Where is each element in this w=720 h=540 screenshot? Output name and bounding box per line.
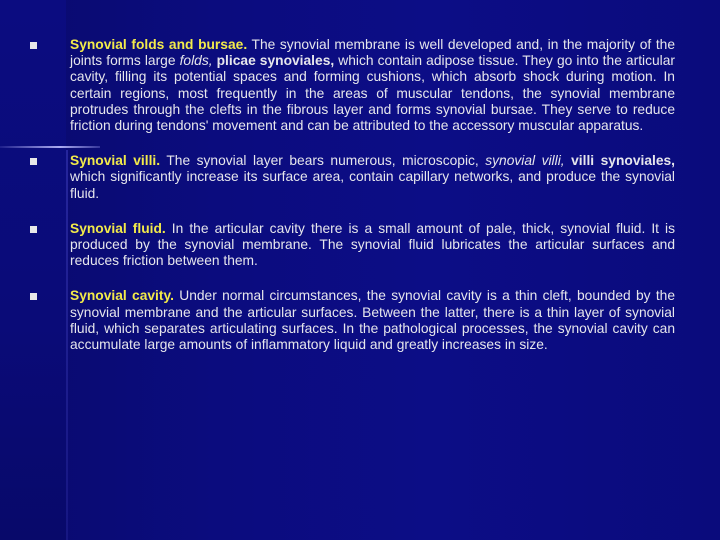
paragraph-text: The synovial membrane is well developed and, in the majority of the joints forms large [70,37,675,69]
square-bullet-icon [30,293,37,300]
italic-term: synovial villi, [485,153,565,169]
paragraph-synovial-cavity [70,288,675,353]
term-heading: Synovial folds and bursae. [70,37,248,52]
list-item-synovial-cavity [30,288,675,353]
paragraph-text: The synovial layer bears numerous, microscopic, [160,153,486,169]
paragraph-synovial-folds [70,37,675,134]
paragraph-text: Under normal circumstances, the synovial cavity is a thin cleft, bounded by the synovial membrane and the articular surfaces. Between the latter, there is a thin layer of synovial fluid, which separates articulating surfaces. In the pathological processes, the synovial cavity can accumulate large amounts of inflammatory liquid and greatly increases in size. [70,288,675,353]
paragraph-text: which significantly increase its surface area, contain capillary networks, and produce the synovial fluid. [70,169,675,201]
term-heading: Synovial cavity. [70,288,174,304]
bold-latin-term: plicae synoviales, [216,53,335,69]
paragraph-synovial-fluid [70,221,675,270]
square-bullet-icon [30,226,37,233]
term-heading: Synovial fluid. [70,220,166,236]
list-item-synovial-folds [30,37,675,134]
square-bullet-icon [30,158,37,165]
bold-latin-term: villi synoviales, [571,153,676,169]
term-heading: Synovial villi. [70,153,161,169]
list-item-synovial-fluid [30,221,675,270]
italic-term: folds, [179,53,213,69]
paragraph-text: In the articular cavity there is a small amount of pale, thick, synovial fluid. It is produced by the synovial membrane. The synovial fluid lubricates the articular surfaces and reduces friction between them. [70,220,676,269]
bullet-list [30,37,675,372]
square-bullet-icon [30,42,37,49]
list-item-synovial-villi [30,153,675,202]
paragraph-synovial-villi [70,153,675,202]
paragraph-text: which contain adipose tissue. They go into the articular cavity, filling its potential spaces and forming cushions, which absorb shock during motion. In certain regions, most frequently in the areas of muscular tendons, the synovial membrane protrudes through the clefts in the fibrous layer and forms synovial bursae. They serve to reduce friction during tendons' movement and can be attributed to the accessory muscular apparatus. [70,53,675,134]
